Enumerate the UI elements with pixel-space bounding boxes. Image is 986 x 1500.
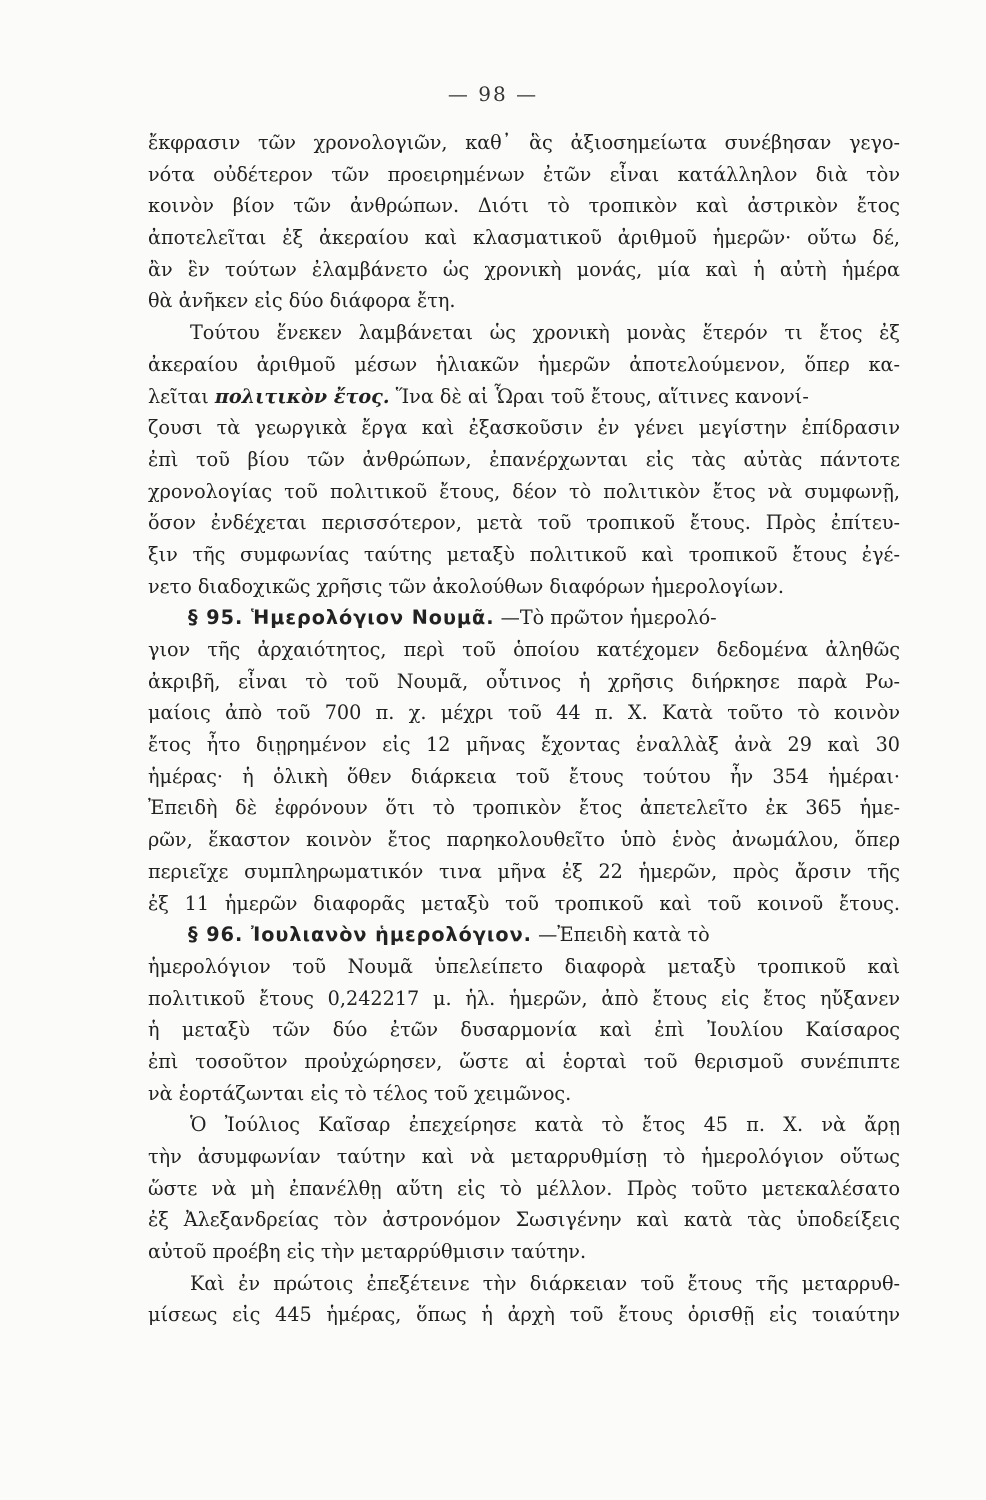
text-line: νὰ ἑορτάζωνται εἰς τὸ τέλος τοῦ χειμῶνος. — [148, 1081, 572, 1105]
text-line: χρονολογίας τοῦ πολιτικοῦ ἔτους, δέον τὸ πολιτικὸν ἔτος νὰ συμφωνῇ, — [148, 479, 900, 503]
page-number: — 98 — — [447, 82, 539, 106]
section-95-heading-line — [148, 602, 900, 634]
text-span: Ἵνα δὲ αἱ Ὧραι τοῦ ἔτους, αἵτινες κανονί- — [395, 384, 809, 408]
text-line: περιεῖχε συμπληρωματικόν τινα μῆνα ἐξ 22 ἡμερῶν, πρὸς ἄρσιν τῆς — [148, 859, 900, 883]
section-heading-96: § 96. Ἰουλιανὸν ἡμερολόγιον. — [188, 923, 532, 947]
text-line: ἀκριβῆ, εἶναι τὸ τοῦ Νουμᾶ, οὗτινος ἡ χρῆσις διήρκησε παρὰ Ρω- — [148, 669, 900, 693]
text-span: —Ἐπειδὴ κατὰ τὸ — [538, 923, 710, 947]
text-line: ἡ μεταξὺ τῶν δύο ἐτῶν δυσαρμονία καὶ ἐπὶ Ἰουλίου Καίσαρος — [148, 1018, 900, 1042]
text-line: ἐπὶ τοσοῦτον προὐχώρησεν, ὥστε αἱ ἑορταὶ τοῦ θερισμοῦ συνέπιπτε — [148, 1049, 900, 1073]
text-line: μαίοις ἀπὸ τοῦ 700 π. χ. μέχρι τοῦ 44 π. Χ. Κατὰ τοῦτο τὸ κοινὸν — [148, 701, 900, 725]
text-line: Τούτου ἕνεκεν λαμβάνεται ὡς χρονικὴ μονὰς ἕτερόν τι ἔτος ἐξ — [190, 321, 900, 345]
text-line — [148, 381, 900, 413]
text-line: ἀποτελεῖται ἐξ ἀκεραίου καὶ κλασματικοῦ ἀριθμοῦ ἡμερῶν· οὕτω δέ, — [148, 226, 900, 250]
text-line: ρῶν, ἕκαστον κοινὸν ἔτος παρηκολουθεῖτο ὑπὸ ἑνὸς ἀνωμάλου, ὅπερ — [148, 828, 900, 852]
body-text — [148, 127, 900, 1331]
text-line: ὅσον ἐνδέχεται περισσότερον, μετὰ τοῦ τροπικοῦ ἔτους. Πρὸς ἐπίτευ- — [148, 511, 900, 535]
text-line: ἀκεραίου ἀριθμοῦ μέσων ἡλιακῶν ἡμερῶν ἀποτελούμενον, ὅπερ κα- — [148, 352, 900, 376]
text-span: —Τὸ πρῶτον ἡμερολό- — [500, 606, 717, 630]
text-line: Ἐπειδὴ δὲ ἐφρόνουν ὅτι τὸ τροπικὸν ἔτος ἀπετελεῖτο ἐκ 365 ἡμε- — [148, 796, 900, 820]
text-line: ἐξ Ἀλεξανδρείας τὸν ἀστρονόμον Σωσιγένην καὶ κατὰ τὰς ὑποδείξεις — [148, 1208, 900, 1232]
text-line: θὰ ἀνῆκεν εἰς δύο διάφορα ἔτη. — [148, 289, 456, 313]
text-line: νετο διαδοχικῶς χρῆσις τῶν ἀκολούθων διαφόρων ἡμερολογίων. — [148, 574, 784, 598]
text-line: ὥστε νὰ μὴ ἐπανέλθῃ αὕτη εἰς τὸ μέλλον. Πρὸς τοῦτο μετεκαλέσατο — [148, 1176, 900, 1200]
text-line: Ὁ Ἰούλιος Καῖσαρ ἐπεχείρησε κατὰ τὸ ἔτος 45 π. Χ. νὰ ἄρῃ — [190, 1113, 900, 1137]
text-line: Καὶ ἐν πρώτοις ἐπεξέτεινε τὴν διάρκειαν τοῦ ἔτους τῆς μεταρρυθ- — [190, 1271, 900, 1295]
text-line: ἐπὶ τοῦ βίου τῶν ἀνθρώπων, ἐπανέρχωνται εἰς τὰς αὐτὰς πάντοτε — [148, 447, 900, 471]
section-heading-95: § 95. Ἡμερολόγιον Νουμᾶ. — [188, 606, 495, 630]
text-line: κοινὸν βίον τῶν ἀνθρώπων. Διότι τὸ τροπικὸν καὶ ἀστρικὸν ἔτος — [148, 194, 900, 218]
text-line: αὐτοῦ προέβη εἰς τὴν μεταρρύθμισιν ταύτην. — [148, 1240, 587, 1264]
text-line: ἂν ἓν τούτων ἐλαμβάνετο ὡς χρονικὴ μονάς, μία καὶ ἡ αὐτὴ ἡμέρα — [148, 257, 900, 281]
text-span: λεῖται — [148, 384, 209, 408]
text-line: ἡμερολόγιον τοῦ Νουμᾶ ὑπελείπετο διαφορὰ μεταξὺ τροπικοῦ καὶ — [148, 954, 900, 978]
term-politikon-etos: πολιτικὸν ἔτος. — [214, 384, 390, 408]
text-line: ζουσι τὰ γεωργικὰ ἔργα καὶ ἐξασκοῦσιν ἐν γένει μεγίστην ἐπίδρασιν — [148, 416, 900, 440]
text-line: ἡμέρας· ἡ ὁλικὴ ὅθεν διάρκεια τοῦ ἔτους τούτου ἦν 354 ἡμέραι· — [148, 764, 900, 788]
text-line: ξιν τῆς συμφωνίας ταύτης μεταξὺ πολιτικοῦ καὶ τροπικοῦ ἔτους ἐγέ- — [148, 542, 900, 566]
text-line: ἔτος ἦτο διῃρημένον εἰς 12 μῆνας ἔχοντας ἐναλλὰξ ἀνὰ 29 καὶ 30 — [148, 733, 900, 757]
text-line: ἐξ 11 ἡμερῶν διαφορᾶς μεταξὺ τοῦ τροπικοῦ καὶ τοῦ κοινοῦ ἔτους. — [148, 891, 900, 915]
text-line: γιον τῆς ἀρχαιότητος, περὶ τοῦ ὁποίου κατέχομεν δεδομένα ἀληθῶς — [148, 638, 900, 661]
text-line: πολιτικοῦ ἔτους 0,242217 μ. ἡλ. ἡμερῶν, ἀπὸ ἔτους εἰς ἔτος ηὔξανεν — [148, 986, 900, 1010]
text-line: νότα οὐδέτερον τῶν προειρημένων ἐτῶν εἶναι κατάλληλον διὰ τὸν — [148, 162, 900, 186]
text-line: τὴν ἀσυμφωνίαν ταύτην καὶ νὰ μεταρρυθμίσῃ τὸ ἡμερολόγιον οὕτως — [148, 1145, 900, 1168]
text-line: μίσεως εἰς 445 ἡμέρας, ὅπως ἡ ἀρχὴ τοῦ ἔτους ὁρισθῇ εἰς τοιαύτην — [148, 1303, 900, 1327]
text-line: ἔκφρασιν τῶν χρονολογιῶν, καθ᾽ ἃς ἀξιοσημείωτα συνέβησαν γεγο- — [148, 131, 900, 154]
section-96-heading-line — [148, 919, 900, 951]
